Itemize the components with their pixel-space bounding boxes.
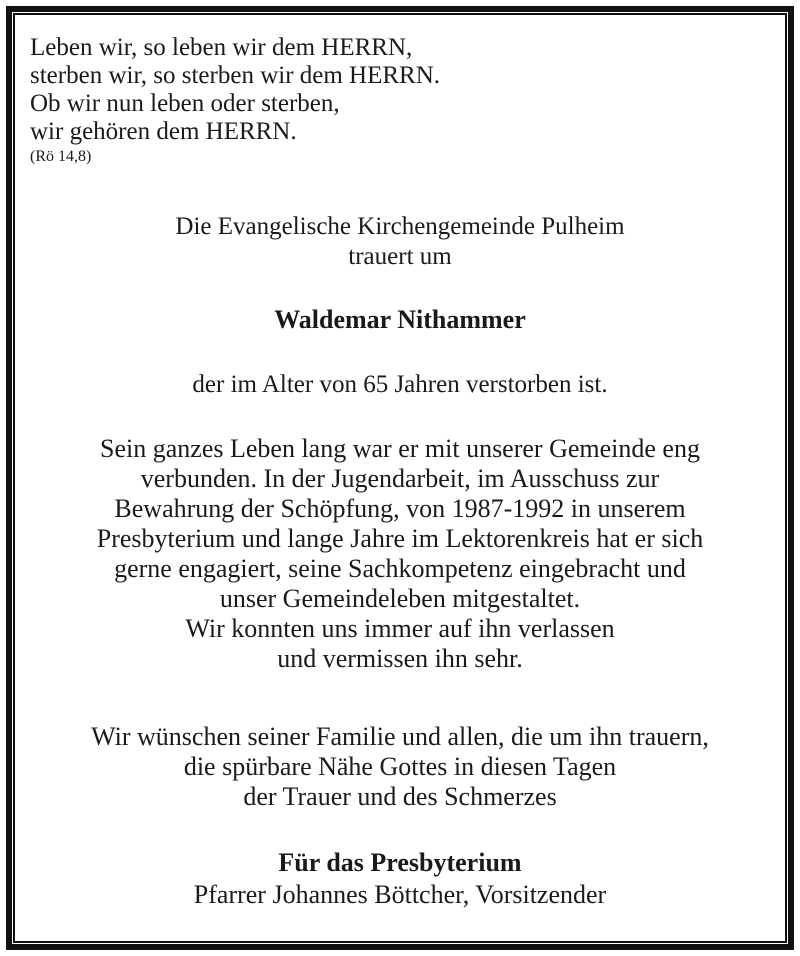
age-line: der im Alter von 65 Jahren verstorben ist. <box>192 371 608 398</box>
bible-verse <box>30 34 440 166</box>
tribute-line: verbunden. In der Jugendarbeit, im Ausschuss zur <box>140 464 660 493</box>
wish-line: der Trauer und des Schmerzes <box>243 782 557 811</box>
tribute-line: Presbyterium und lange Jahre im Lektorenkreis hat er sich <box>96 524 704 553</box>
deceased-name: Waldemar Nithammer <box>274 305 526 334</box>
tribute-line: unser Gemeindeleben mitgestaltet. <box>219 584 581 613</box>
verse-line: Leben wir, so leben wir dem HERRN, <box>30 34 413 61</box>
verse-line: wir gehören dem HERRN. <box>30 118 297 145</box>
signature-title: Für das Presbyterium <box>278 848 522 877</box>
intro-line: Die Evangelische Kirchengemeinde Pulheim <box>175 213 625 240</box>
tribute-line: gerne engagiert, seine Sachkompetenz eingebracht und <box>114 554 686 583</box>
tribute-line: Sein ganzes Leben lang war er mit unserer Gemeinde eng <box>100 434 700 463</box>
tribute-line: Wir konnten uns immer auf ihn verlassen <box>185 614 615 643</box>
intro-line: trauert um <box>348 243 452 270</box>
tribute-text <box>0 434 800 674</box>
condolence-wish <box>0 722 800 812</box>
signature-name: Pfarrer Johannes Böttcher, Vorsitzender <box>193 880 607 909</box>
wish-line: die spürbare Nähe Gottes in diesen Tagen <box>183 752 617 781</box>
tribute-line: und vermissen ihn sehr. <box>277 644 523 673</box>
intro-block <box>0 212 800 272</box>
verse-line: sterben wir, so sterben wir dem HERRN. <box>30 62 441 89</box>
wish-line: Wir wünschen seiner Familie und allen, die um ihn trauern, <box>91 722 709 751</box>
verse-line: Ob wir nun leben oder sterben, <box>30 90 340 117</box>
verse-reference: (Rö 14,8) <box>30 148 92 165</box>
tribute-line: Bewahrung der Schöpfung, von 1987-1992 in unserem <box>114 494 686 523</box>
